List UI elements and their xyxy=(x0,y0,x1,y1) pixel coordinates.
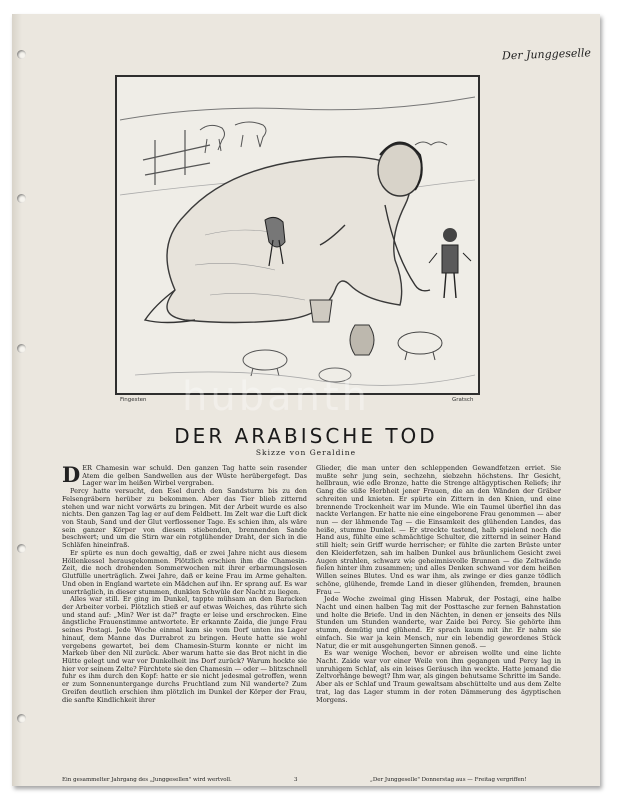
magazine-page xyxy=(12,14,600,786)
paragraph: Percy hatte versucht, den Esel durch den Sandsturm bis zu den Felsengräbern herüber zu bekommen. Aber das Tier blieb zitternd stehen und war nicht vorwärts zu bringen. Mit der Arbeit wurde es also nichts. Den ganzen Tag lag er auf dem Feldbett. Im Zelt war die Luft dick von Staub, Sand und der Glut verflossener Tage. Es schien ihm, als wäre sein ganzer Körper von diesem stiebenden, brennenden Sande beschwert; und um die Stirn war ein rotglühender Draht, der sich in die Schläfen hineinfraß. xyxy=(62,487,307,550)
footer-note-right: „Der Junggeselle" Donnerstag aus — Freitag vergriffen! xyxy=(370,777,527,783)
illustration-credit-left: Fingesten xyxy=(120,397,147,403)
binding-hole xyxy=(17,194,26,203)
drop-cap: D xyxy=(62,462,81,487)
binding-hole xyxy=(17,344,26,353)
paragraph: Er spürte es nun doch gewaltig, daß er zwei Jahre nicht aus diesem Höllenkessel herausgekommen. Plötzlich erschien ihm die Chamesin-Zeit, die noch drohenden Sommerwochen mit ihrer erbarmungslosen Glutfülle unerträglich. Zwei Jahre, daß er keine Frau im Arme gehalten. Und oben in England wartete ein Mädchen auf ihn. Er sprang auf. Es war unerträglich, in dieser stummen, dunklen Schwüle der Nacht zu liegen. xyxy=(62,548,307,596)
text-column-right xyxy=(316,465,561,765)
paragraph: DER Chamesin war schuld. Den ganzen Tag hatte sein rasender Atem die gelben Sandwellen aus der Wüste herübergefegt. Das Lager war im heißen Wirbel vergraben. xyxy=(62,462,307,488)
page-binding xyxy=(12,14,22,786)
page-number: 3 xyxy=(294,777,298,783)
paragraph: Alles war still. Er ging im Dunkel, tappte mühsam an den Baracken der Arbeiter vorbei. Plötzlich stieß er auf etwas Weiches, das rührte sich und stand auf: „Min? Wer ist da?" fragte er leise und erschrocken. Eine ängstliche Frauenstimme antwortete. Er erkannte Zaida, die junge Frau seines Postagi. Jede Woche einmal kam sie vom Dorf unten ins Lager hinauf, dem Manne das Durrabrot zu bringen. Heute hatte sie wohl vergebens gewartet, bei dem Chamesin-Sturm konnte er nicht im Markeb über den Nil zurück. Aber warum hatte sie das Brot nicht in die Hütte gelegt und war vor Dunkelheit ins Dorf zurück? Warum hockte sie hier vor seinem Zelte? Fürchtete sie den Chamesin — oder — blitzschnell fuhr es ihm durch den Kopf: hatte er sie nicht jedesmal getroffen, wenn er zum Sonnenuntergange durchs Fruchtland zum Nil wanderte? Zum Greifen deutlich erschien ihm plötzlich im Dunkel der Körper der Frau, die sanfte Kindlichkeit ihrer xyxy=(62,595,307,704)
text-column-left xyxy=(62,462,307,765)
paragraph: Jede Woche zweimal ging Hissen Mabruk, der Postagi, eine halbe Nacht und einen halben Tag mit der Posttasche zur fernen Bahnstation und holte die Briefe. Und in den Nächten, in denen er jenseits des Nils Stunden um Stunden wanderte, war Zaide bei Percy. Sie gehörte ihm stumm, demütig und glühend. Er sprach kaum mit ihr. Er nahm sie einfach. Sie war ja kein Mensch, nur ein lebendig gewordenes Stück Natur, die er mit ausgehungerten Sinnen genoß. — xyxy=(316,595,561,650)
illustration-credit-right: Gratsch xyxy=(452,397,474,403)
footer-note-left: Ein gesammelter Jahrgang des „Junggesellen" wird wertvoll. xyxy=(62,777,232,783)
binding-hole xyxy=(17,50,26,59)
paragraph: Es war wenige Wochen, bevor er abreisen wollte und eine lichte Nacht. Zaide war vor einer Weile von ihm gegangen und Percy lag in unruhigem Schlaf, als ein leises Geräusch ihn weckte. Hatte jemand die Zeltvorhänge bewegt? Ihm war, als gingen behutsame Schritte im Sande. Aber als er Schlaf und Traum gewaltsam abschüttelte und aus dem Zelte trat, lag das Lager stumm in der roten Dämmerung des ägyptischen Morgens. xyxy=(316,649,561,704)
article-byline: Skizze von Geraldine xyxy=(255,448,357,457)
paragraph: Glieder, die man unter den schleppenden Gewandfetzen erriet. Sie mußte sehr jung sein, sechzehn, siebzehn höchstens. Ihr Gesicht, hellbraun, wie edle Bronze, hatte die Strenge altägyptischen Reliefs; ihr Gang die süße Herbheit jener Frauen, die an den Wänden der Gräber schreiten und knieten. Er spürte ein Zittern in den Knien, und eine brennende Trockenheit war im Munde. Wie ein Taumel überfiel ihn das nackte Verlangen. Er hatte nie eine eingeborene Frau genommen — aber nun — der lähmende Tag — die Einsamkeit des glühenden Landes, das heiße, stumme Dunkel. — Er streckte tastend, halb spielend noch die Hand aus, fühlte eine schmächtige Schulter, die zitternd in seiner Hand still hielt; sein Griff wurde herrischer; er fühlte die zarten Brüste unter den Kleiderfetzen, sah im halben Dunkel aus bräunlichem Gesicht zwei Augen strahlen, schwarz wie geheimnisvolle Brunnen — die Zeltwände fielen hinter ihm zusammen; und alles Denken schwand vor dem heißen Willen seines Blutes. Und es war ihm, als zwinge er dies ganze tödlich schöne, glühende, fremde Land in dieser glühenden, fremden, braunen Frau — xyxy=(316,464,561,596)
illustration-drawing xyxy=(115,75,480,395)
binding-hole xyxy=(17,544,26,553)
watermark: hubanth xyxy=(182,374,370,420)
running-head: Der Junggeselle xyxy=(501,46,592,63)
etching-illustration xyxy=(115,75,480,395)
binding-hole xyxy=(17,714,26,723)
article-title: DER ARABISCHE TOD xyxy=(174,424,438,448)
